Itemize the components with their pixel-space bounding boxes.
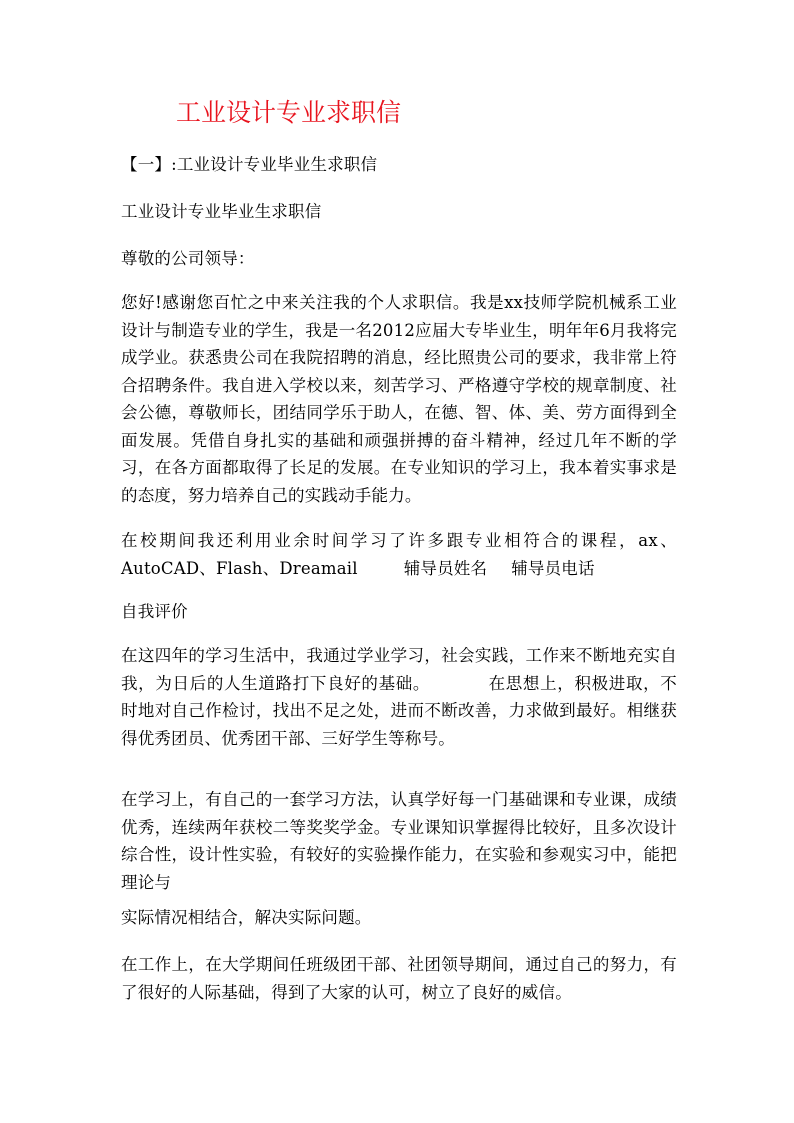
- skills-paragraph: [121, 527, 677, 582]
- evaluation-paragraph-3: 实际情况相结合，解决实际问题。: [121, 908, 372, 927]
- evaluation-paragraph-2: 在学习上，有自己的一套学习方法，认真学好每一门基础课和专业课，成绩优秀，连续两年获校二等奖奖学金。专业课知识掌握得比较好，且多次设计综合性，设计性实验，有较好的实验操作能力，在实验和参观实习中，能把理论与: [121, 790, 677, 892]
- evaluation-text-b: 在思想上，积极进取，不时地对自己作检讨，找出不足之处，进而不断改善，力求做到最好。相继获得优秀团员、优秀团干部、三好学生等称号。: [121, 673, 678, 748]
- advisor-phone-label: 辅导员电话: [511, 558, 595, 578]
- evaluation-paragraph-1: [121, 642, 677, 752]
- section-heading: 【一】:工业设计专业毕业生求职信: [121, 155, 378, 174]
- document-title: 工业设计专业求职信: [176, 98, 402, 127]
- advisor-name-label: 辅导员姓名: [403, 558, 488, 578]
- skills-text: 在校期间我还利用业余时间学习了许多跟专业相符合的课程，ax、AutoCAD、Flash、Dreamail: [121, 531, 677, 578]
- greeting: 尊敬的公司领导：: [121, 249, 255, 268]
- intro-paragraph: 您好!感谢您百忙之中来关注我的个人求职信。我是xx技师学院机械系工业设计与制造专业的学生，我是一名2012应届大专毕业生，明年年6月我将完成学业。获悉贵公司在我院招聘的消息，经比照贵公司的要求，我非常上符合招聘条件。我自进入学校以来，刻苦学习、严格遵守学校的规章制度、社会公德，尊敬师长，团结同学乐于助人，在德、智、体、美、劳方面得到全面发展。凭借自身扎实的基础和顽强拼搏的奋斗精神，经过几年不断的学习，在各方面都取得了长足的发展。在专业知识的学习上，我本着实事求是的态度，努力培养自己的实践动手能力。: [121, 293, 677, 505]
- self-evaluation-heading: 自我评价: [121, 602, 188, 621]
- evaluation-paragraph-4: 在工作上，在大学期间任班级团干部、社团领导期间，通过自己的努力，有了很好的人际基础，得到了大家的认可，树立了良好的威信。: [121, 955, 677, 1002]
- letter-subtitle: 工业设计专业毕业生求职信: [121, 202, 322, 221]
- evaluation-text-a: 在这四年的学习生活中，我通过学业学习，社会实践，工作来不断地充实自我，为日后的人生道路打下良好的基础。: [121, 646, 677, 693]
